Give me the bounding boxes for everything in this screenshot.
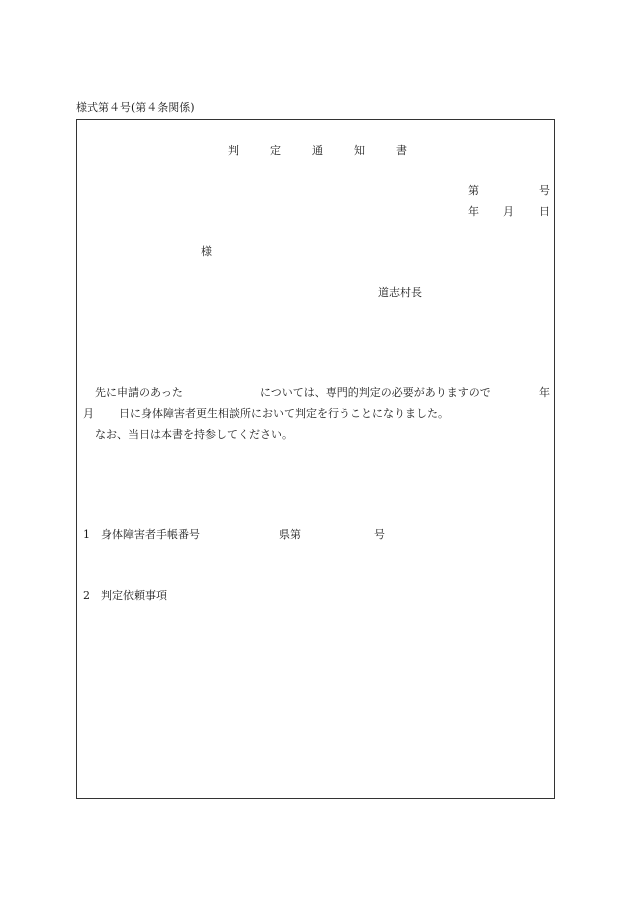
body-date-year: 年 bbox=[539, 386, 550, 399]
item-suffix: 号 bbox=[374, 528, 385, 541]
body-text: 日に身体障害者更生相談所において判定を行うことになりました。 bbox=[119, 407, 449, 420]
date-year: 年 bbox=[468, 205, 479, 218]
item-label: 判定依頼事項 bbox=[101, 589, 167, 602]
item-number: 1 bbox=[83, 528, 90, 541]
title-char: 判 bbox=[228, 144, 239, 157]
title-char: 知 bbox=[354, 144, 365, 157]
body-text: 先に申請のあった bbox=[95, 386, 183, 399]
date-day: 日 bbox=[539, 205, 550, 218]
body-text: については、専門的判定の必要がありますので bbox=[260, 386, 491, 399]
item-pref: 県第 bbox=[279, 528, 301, 541]
date-month: 月 bbox=[503, 205, 514, 218]
issuer-title: 道志村長 bbox=[378, 286, 422, 299]
title-char: 通 bbox=[312, 144, 323, 157]
item-label: 身体障害者手帳番号 bbox=[101, 528, 200, 541]
body-date-month: 月 bbox=[83, 407, 94, 420]
number-suffix: 号 bbox=[539, 184, 550, 197]
item-number: 2 bbox=[83, 589, 90, 602]
form-label: 様式第４号(第４条関係) bbox=[76, 101, 195, 114]
title-char: 定 bbox=[270, 144, 281, 157]
number-prefix: 第 bbox=[468, 184, 479, 197]
form-box bbox=[76, 119, 555, 799]
body-text: なお、当日は本書を持参してください。 bbox=[95, 428, 293, 441]
title-char: 書 bbox=[396, 144, 407, 157]
addressee-honorific: 様 bbox=[201, 245, 212, 258]
